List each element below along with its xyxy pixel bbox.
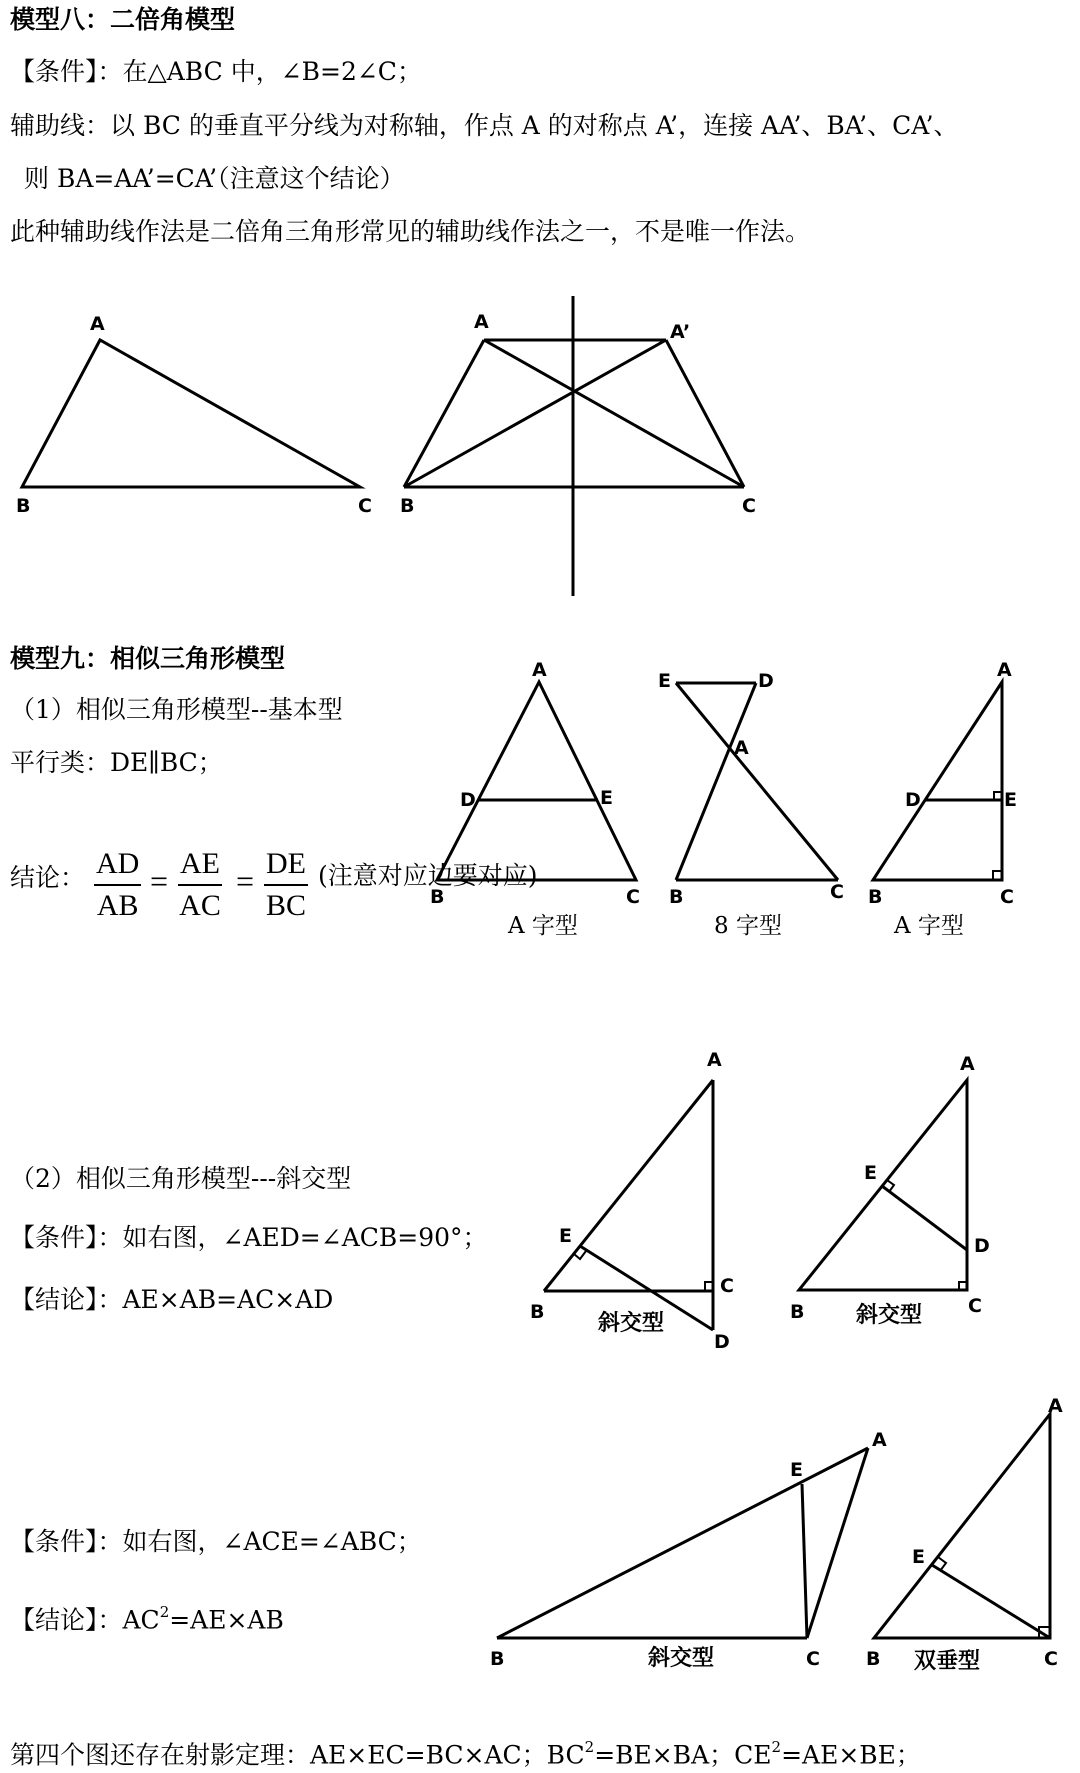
label-b: B xyxy=(866,1648,881,1670)
superscript: 2 xyxy=(159,1603,170,1621)
label-b: B xyxy=(868,886,883,908)
concl3-pre: 【结论】：AC xyxy=(10,1605,160,1635)
label-b: B xyxy=(16,495,31,517)
label-a: A xyxy=(734,737,749,759)
model9-concl2: 【结论】：AE×AB=AC×AD xyxy=(10,1285,334,1314)
model9-sub2: （2）相似三角形模型---斜交型 xyxy=(10,1164,352,1193)
label-b: B xyxy=(530,1301,545,1323)
caption-oblique: 斜交型 xyxy=(598,1311,665,1336)
label-b: B xyxy=(790,1301,805,1323)
model8-condition: 【条件】：在△ABC 中，∠B=2∠C； xyxy=(10,57,422,86)
label-a-prime: A’ xyxy=(670,321,691,343)
fraction-denominator: BC xyxy=(265,889,307,922)
label-e: E xyxy=(559,1225,572,1247)
label-c: C xyxy=(1000,886,1014,908)
model8-note: 此种辅助线作法是二倍角三角形常见的辅助线作法之一，不是唯一作法。 xyxy=(10,217,811,246)
label-b: B xyxy=(430,886,445,908)
label-a: A xyxy=(707,1049,722,1071)
caption-a-shape: A 字型 xyxy=(894,913,964,939)
caption-oblique: 斜交型 xyxy=(648,1646,715,1671)
label-b: B xyxy=(490,1648,505,1670)
label-e: E xyxy=(658,670,671,692)
label-c: C xyxy=(358,495,372,517)
label-a: A xyxy=(1048,1395,1063,1417)
model9-cond3: 【条件】：如右图，∠ACE=∠ABC； xyxy=(10,1527,422,1556)
label-e: E xyxy=(790,1459,803,1481)
conclusion-note: (注意对应边要对应) xyxy=(318,861,538,890)
label-c: C xyxy=(830,881,844,903)
superscript: 2 xyxy=(771,1738,782,1756)
caption-double-perpendicular: 双垂型 xyxy=(914,1649,981,1674)
label-c: C xyxy=(968,1295,982,1317)
projection-part3: =AE×BE； xyxy=(781,1740,921,1770)
fraction-numerator: AE xyxy=(178,844,222,886)
caption-a-shape: A 字型 xyxy=(508,913,578,939)
label-d: D xyxy=(758,670,774,692)
label-e: E xyxy=(600,787,613,809)
triangle-abc xyxy=(22,340,360,487)
double-perpendicular-figure xyxy=(874,1414,1050,1638)
model8-aux-line: 辅助线：以 BC 的垂直平分线为对称轴，作点 A 的对称点 A’，连接 AA’、BA’、CA’、 xyxy=(10,111,959,140)
label-e: E xyxy=(1004,789,1017,811)
model9-title: 模型九：相似三角形模型 xyxy=(10,644,286,673)
label-a: A xyxy=(960,1053,975,1075)
label-b: B xyxy=(669,886,684,908)
label-c: C xyxy=(626,886,640,908)
label-a: A xyxy=(474,311,489,333)
projection-part1: 第四个图还存在射影定理：AE×EC=BC×AC；BC xyxy=(10,1740,585,1770)
oblique-figure-2 xyxy=(799,1080,967,1290)
label-c: C xyxy=(806,1648,820,1670)
model8-then: 则 BA=AA’=CA’（注意这个结论） xyxy=(24,164,405,193)
fraction-denominator: AC xyxy=(179,889,221,922)
projection-part2: =BE×BA；CE xyxy=(594,1740,772,1770)
concl3-post: =AE×AB xyxy=(169,1605,284,1635)
conclusion-prefix: 结论： xyxy=(10,863,86,892)
label-e: E xyxy=(864,1162,877,1184)
equals-sign: = xyxy=(236,863,255,899)
label-d: D xyxy=(714,1331,730,1353)
model8-title: 模型八：二倍角模型 xyxy=(10,5,236,34)
fraction-numerator: AD xyxy=(94,844,141,886)
a-shape-figure xyxy=(437,682,636,880)
caption-8-shape: 8 字型 xyxy=(714,913,782,939)
equals-sign: = xyxy=(150,863,169,899)
model9-cond2: 【条件】：如右图，∠AED=∠ACB=90°； xyxy=(10,1223,488,1252)
label-b: B xyxy=(400,495,415,517)
label-e: E xyxy=(912,1546,925,1568)
label-a: A xyxy=(90,313,105,335)
fraction-denominator: AB xyxy=(96,889,139,922)
label-d: D xyxy=(460,789,476,811)
oblique-figure-1 xyxy=(544,1080,713,1330)
superscript: 2 xyxy=(584,1738,595,1756)
double-angle-construction xyxy=(404,296,744,596)
label-c: C xyxy=(720,1275,734,1297)
label-d: D xyxy=(974,1235,990,1257)
label-c: C xyxy=(742,495,756,517)
fraction-numerator: DE xyxy=(264,844,308,886)
oblique-figure-3 xyxy=(497,1448,868,1638)
label-a: A xyxy=(532,659,547,681)
eight-shape-figure xyxy=(676,683,838,880)
label-a: A xyxy=(872,1429,887,1451)
label-c: C xyxy=(1044,1648,1058,1670)
model9-parallel: 平行类：DE∥BC； xyxy=(10,748,223,777)
label-a: A xyxy=(997,659,1012,681)
right-a-shape-figure xyxy=(873,682,1002,880)
model9-sub1: （1）相似三角形模型--基本型 xyxy=(10,695,343,724)
label-d: D xyxy=(905,789,921,811)
caption-oblique: 斜交型 xyxy=(856,1303,923,1328)
